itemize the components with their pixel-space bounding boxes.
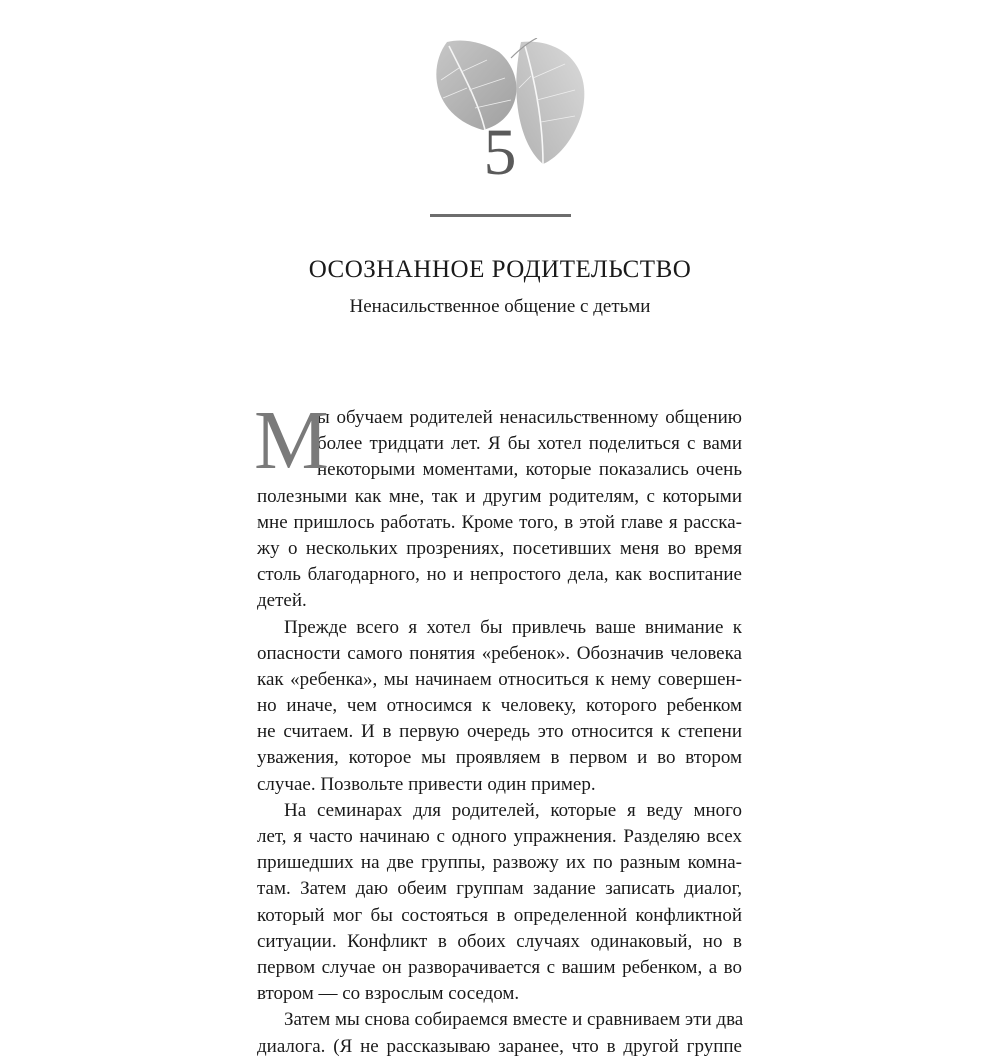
text-line: более тридцати лет. Я бы хотел поделиться с вами bbox=[317, 433, 742, 455]
text-line: некоторыми моментами, которые показались очень bbox=[317, 459, 742, 481]
text-line: не считаем. И в первую очередь это относится к степени bbox=[257, 721, 742, 743]
text-line: уважения, которое мы проявляем в первом и во втором bbox=[257, 747, 742, 769]
chapter-title: ОСОЗНАННОЕ РОДИТЕЛЬСТВО bbox=[308, 256, 692, 283]
text-line: но иначе, чем относимся к человеку, которого ребенком bbox=[257, 695, 742, 717]
text-line: случае. Позвольте привести один пример. bbox=[257, 773, 596, 795]
text-line: мне пришлось работать. Кроме того, в этой главе я расска- bbox=[257, 511, 742, 533]
body-text bbox=[254, 394, 744, 1060]
text-line: как «ребенка», мы начинаем относиться к нему совершен- bbox=[257, 668, 742, 690]
text-line: столь благодарного, но и непростого дела, как воспитание bbox=[257, 564, 742, 586]
text-line: На семинарах для родителей, которые я веду много bbox=[284, 799, 742, 821]
chapter-subtitle: Ненасильственное общение с детьми bbox=[349, 296, 651, 317]
text-line: диалога. (Я не рассказываю заранее, что в другой группе bbox=[257, 1035, 742, 1057]
text-line: лет, я часто начинаю с одного упражнения. Разделяю всех bbox=[257, 826, 742, 847]
text-line: там. Затем даю обеим группам задание записать диалог, bbox=[257, 878, 742, 900]
text-line: который мог бы состояться в определенной конфликтной bbox=[257, 904, 742, 926]
text-line: полезными как мне, так и другим родителям, с которыми bbox=[257, 485, 742, 507]
text-line: первом случае он разворачивается с вашим ребенком, а во bbox=[257, 956, 742, 978]
text-line: детей. bbox=[257, 590, 307, 612]
chapter-divider bbox=[430, 214, 571, 217]
text-line: ситуации. Конфликт в обоих случаях одинаковый, но в bbox=[257, 930, 742, 952]
text-line: жу о нескольких прозрениях, посетивших меня во время bbox=[257, 537, 742, 559]
text-line: ы обучаем родителей ненасильственному общению bbox=[317, 407, 742, 428]
text-line: Затем мы снова собираемся вместе и сравниваем эти два bbox=[284, 1009, 744, 1031]
text-line: Прежде всего я хотел бы привлечь ваше внимание к bbox=[284, 616, 742, 638]
text-line: втором — со взрослым соседом. bbox=[257, 983, 520, 1005]
chapter-number: 5 bbox=[483, 116, 517, 189]
drop-cap: М bbox=[254, 394, 329, 487]
text-line: опасности самого понятия «ребенок». Обозначив человека bbox=[257, 642, 742, 664]
text-line: пришедших на две группы, развожу их по разным комна- bbox=[257, 852, 742, 874]
